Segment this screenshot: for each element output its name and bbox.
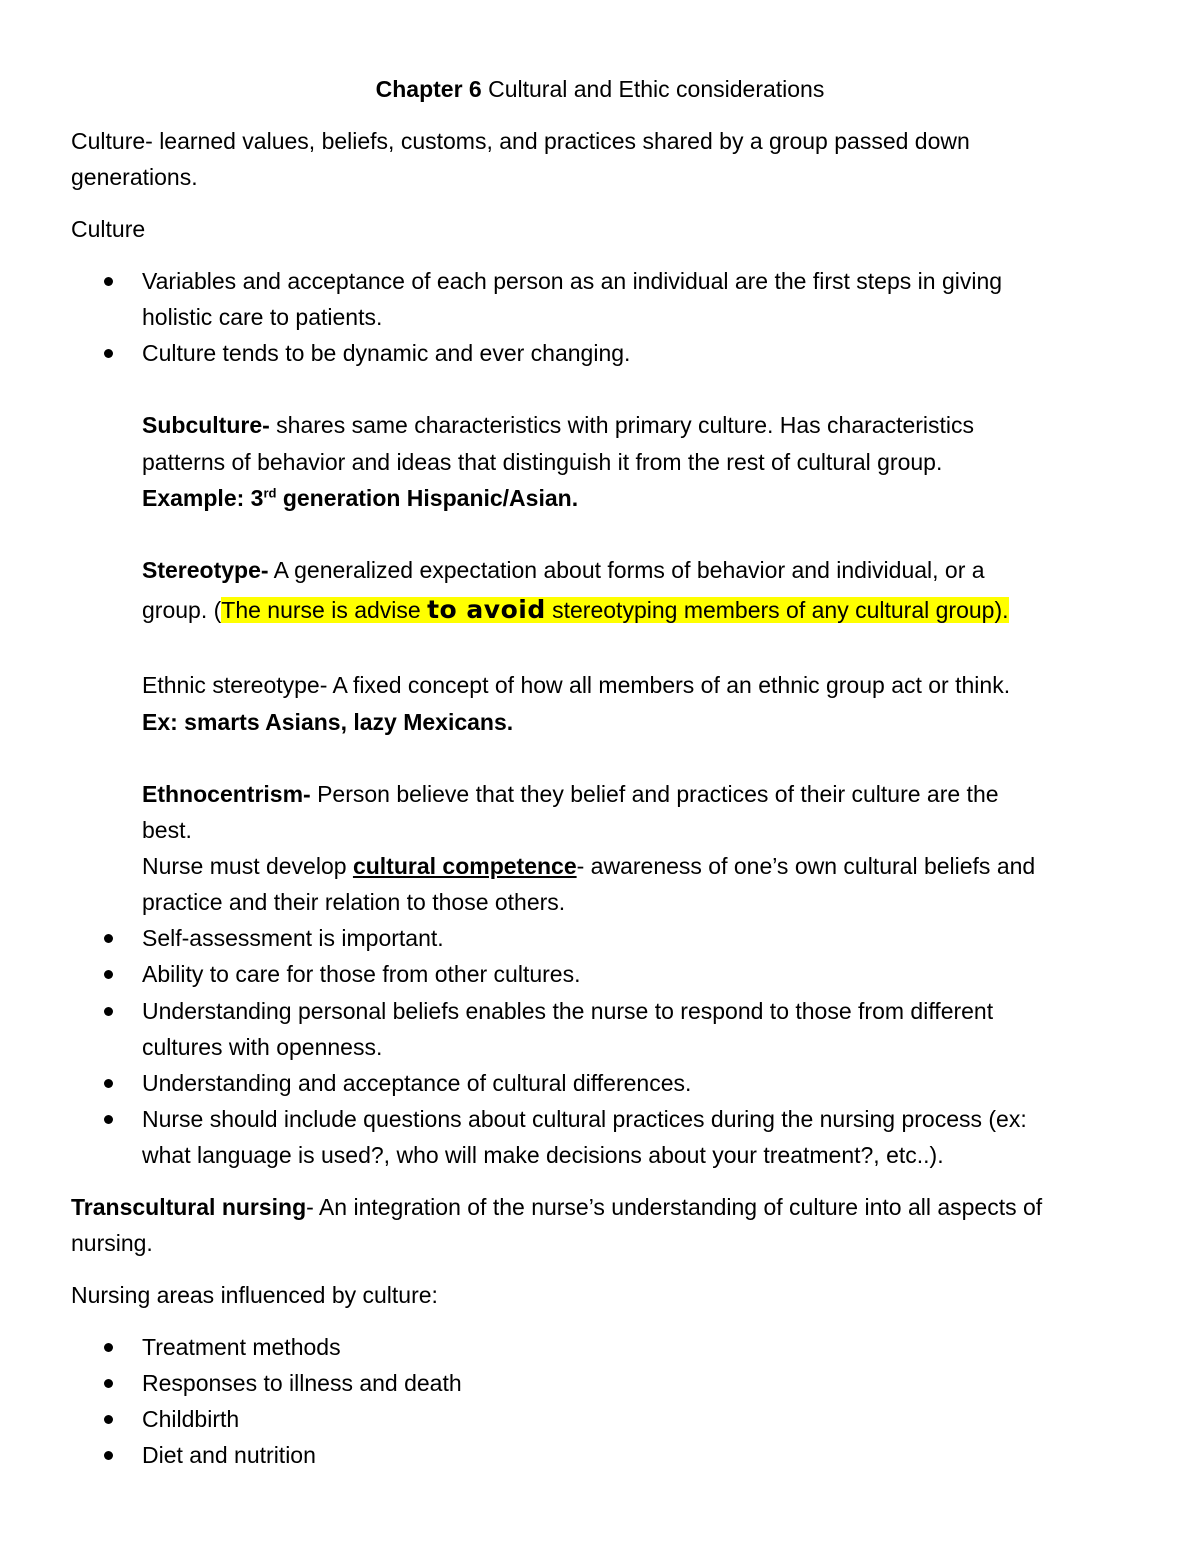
- stereotype-line1: [142, 552, 985, 588]
- cultural-competence-line2: practice and their relation to those others.: [142, 889, 566, 915]
- bullet-icon: [104, 1343, 113, 1352]
- example-post: generation Hispanic/Asian.: [276, 485, 579, 511]
- bullet-icon: [104, 1415, 113, 1424]
- competence-bullet-4: Understanding and acceptance of cultural differences.: [142, 1070, 692, 1096]
- culture-definition-line2: generations.: [71, 164, 198, 190]
- ethnocentrism-line1: [142, 776, 999, 812]
- bullet-icon: [104, 970, 113, 979]
- nurse-pre: Nurse must develop: [142, 853, 353, 879]
- nurse-post: - awareness of one’s own cultural beliefs and: [576, 853, 1036, 879]
- area-item: Responses to illness and death: [142, 1370, 462, 1396]
- competence-bullet-1: Self-assessment is important.: [142, 925, 444, 951]
- subculture-line1: [142, 407, 974, 443]
- culture-definition-line1: Culture- learned values, beliefs, customs, and practices shared by a group passed down: [71, 128, 970, 154]
- culture-bullet-1-line2: holistic care to patients.: [142, 304, 383, 330]
- highlight-pre: The nurse is advise: [221, 597, 428, 623]
- area-item: Treatment methods: [142, 1334, 341, 1360]
- subculture-text: shares same characteristics with primary culture. Has characteristics: [269, 412, 975, 438]
- subculture-example: [142, 480, 578, 516]
- chapter-number: Chapter 6: [375, 76, 482, 102]
- nursing-areas-heading: Nursing areas influenced by culture:: [71, 1282, 438, 1308]
- chapter-title: Cultural and Ethic considerations: [481, 76, 825, 102]
- competence-bullet-5-line1: Nurse should include questions about cultural practices during the nursing process (ex:: [142, 1106, 1027, 1132]
- highlighted-advice: [221, 597, 1008, 623]
- cultural-competence-line1: [142, 848, 1035, 884]
- transcultural-line2: nursing.: [71, 1230, 153, 1256]
- stereotype-line2-pre: group. (: [142, 597, 222, 623]
- subculture-term: Subculture-: [142, 412, 270, 438]
- bullet-icon: [104, 277, 113, 286]
- bullet-icon: [104, 1451, 113, 1460]
- bullet-icon: [104, 934, 113, 943]
- example-pre: Example: 3: [142, 485, 264, 511]
- ethnocentrism-line2: best.: [142, 817, 192, 843]
- ethnic-stereotype-example: Ex: smarts Asians, lazy Mexicans.: [142, 709, 514, 735]
- ethnocentrism-text: Person believe that they belief and practices of their culture are the: [310, 781, 999, 807]
- bullet-icon: [104, 1079, 113, 1088]
- area-item: Childbirth: [142, 1406, 240, 1432]
- page-title: [0, 71, 1200, 107]
- competence-bullet-2: Ability to care for those from other cultures.: [142, 961, 581, 987]
- stereotype-text: A generalized expectation about forms of behavior and individual, or a: [268, 557, 985, 583]
- bullet-icon: [104, 1115, 113, 1124]
- highlight-emphasis: to avoid: [427, 595, 546, 624]
- competence-bullet-3-line2: cultures with openness.: [142, 1034, 383, 1060]
- culture-bullet-2: Culture tends to be dynamic and ever changing.: [142, 340, 631, 366]
- bullet-icon: [104, 1379, 113, 1388]
- transcultural-term: Transcultural nursing: [71, 1194, 307, 1220]
- ethnocentrism-term: Ethnocentrism-: [142, 781, 311, 807]
- culture-heading: Culture: [71, 216, 146, 242]
- stereotype-line2: [142, 592, 1009, 628]
- competence-bullet-3-line1: Understanding personal beliefs enables the nurse to respond to those from different: [142, 998, 994, 1024]
- competence-bullet-5-line2: what language is used?, who will make decisions about your treatment?, etc..).: [142, 1142, 944, 1168]
- example-sup: rd: [263, 485, 277, 501]
- bullet-icon: [104, 1007, 113, 1016]
- ethnic-stereotype-line: Ethnic stereotype- A fixed concept of how all members of an ethnic group act or think.: [142, 672, 1011, 698]
- area-item: Diet and nutrition: [142, 1442, 316, 1468]
- stereotype-term: Stereotype-: [142, 557, 269, 583]
- bullet-icon: [104, 349, 113, 358]
- transcultural-line1: [71, 1189, 1042, 1225]
- transcultural-text: - An integration of the nurse’s understanding of culture into all aspects of: [306, 1194, 1043, 1220]
- culture-bullet-1-line1: Variables and acceptance of each person as an individual are the first steps in giving: [142, 268, 1003, 294]
- subculture-line2: patterns of behavior and ideas that distinguish it from the rest of cultural group.: [142, 449, 943, 475]
- cultural-competence-term: cultural competence: [352, 853, 577, 879]
- highlight-post: stereotyping members of any cultural group).: [545, 597, 1009, 623]
